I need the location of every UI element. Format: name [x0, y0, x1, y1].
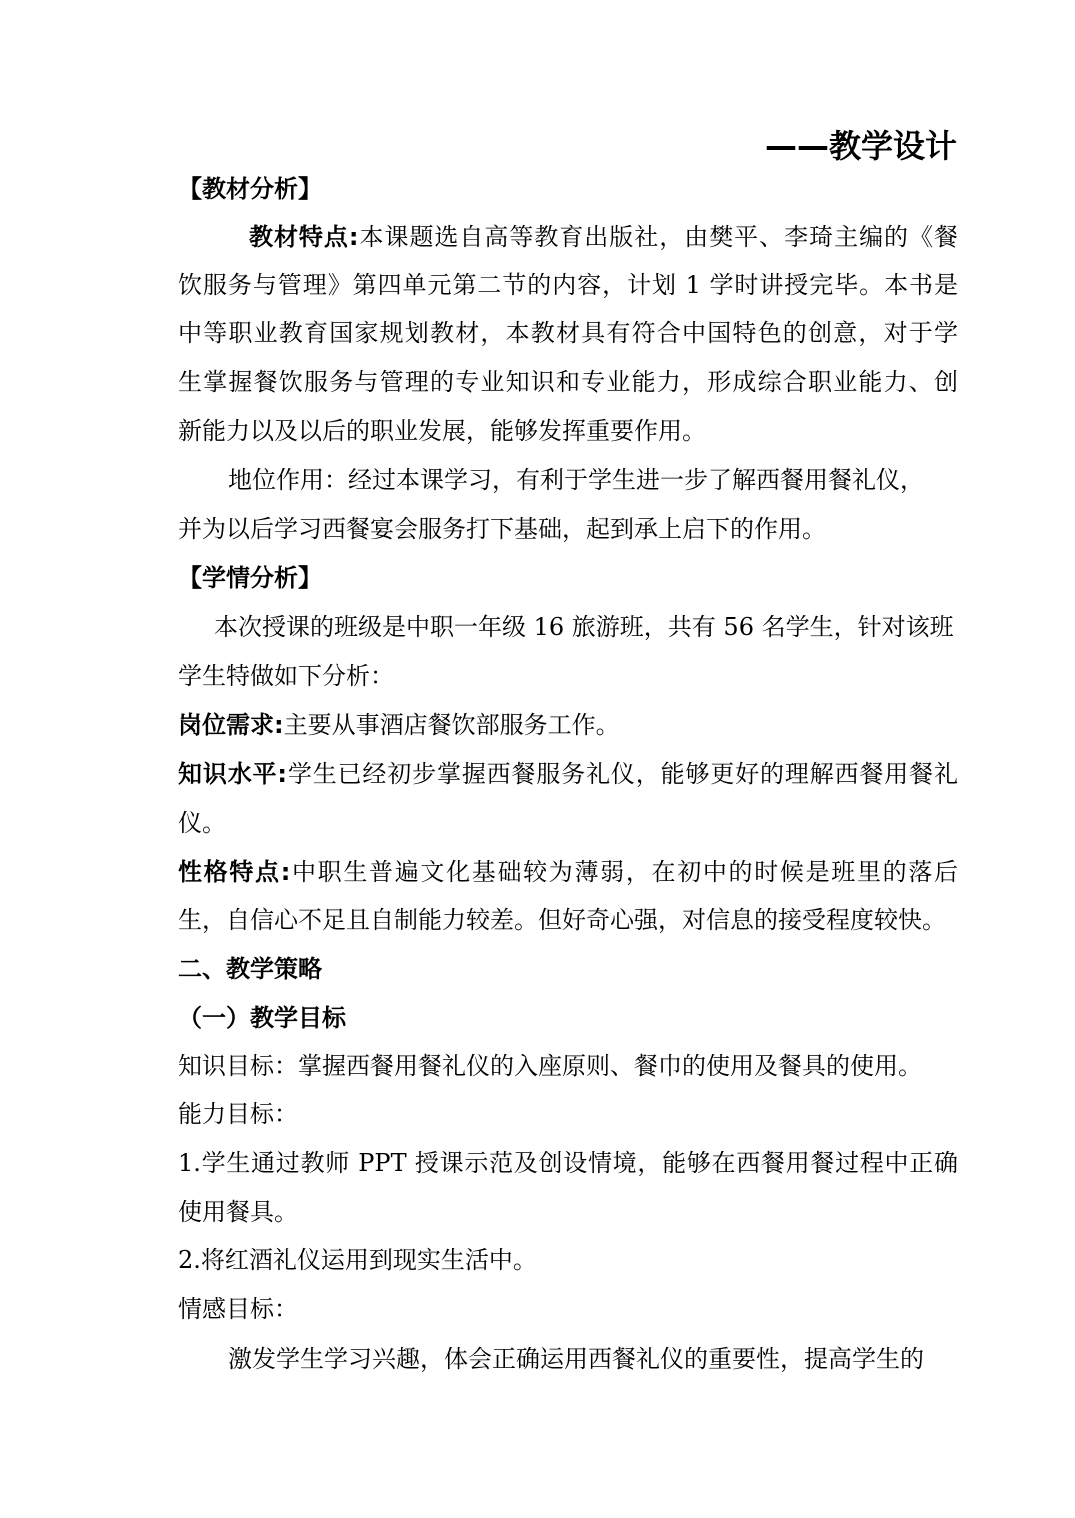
students-line-1: 本次授课的班级是中职一年级 16 旅游班，共有 56 名学生，针对该班 — [214, 613, 954, 641]
personality-line-2: 生，自信心不足且自制能力较差。但好奇心强，对信息的接受程度较快。 — [178, 906, 946, 934]
students-line-2: 学生特做如下分析： — [178, 662, 394, 690]
personality-line-1 — [178, 857, 958, 887]
knowledge-level-label: 知识水平: — [178, 760, 288, 788]
goal-ability-heading: 能力目标： — [178, 1100, 298, 1128]
goal-emotion-heading: 情感目标： — [178, 1295, 298, 1323]
emotion-line-1: 激发学生学习兴趣，体会正确运用西餐礼仪的重要性，提高学生的 — [228, 1345, 924, 1373]
section-heading-textbook-analysis: 【教材分析】 — [178, 175, 322, 203]
personality-text-1: 中职生普遍文化基础较为薄弱，在初中的时候是班里的落后 — [290, 858, 958, 886]
job-requirement-line — [178, 710, 958, 740]
subsection-heading-teaching-goals: （一）教学目标 — [178, 1004, 346, 1032]
goal-knowledge: 知识目标：掌握西餐用餐礼仪的入座原则、餐巾的使用及餐具的使用。 — [178, 1052, 922, 1080]
features-line-3: 中等职业教育国家规划教材，本教材具有符合中国特色的创意，对于学 — [178, 319, 958, 347]
features-line-5: 新能力以及以后的职业发展，能够发挥重要作用。 — [178, 417, 706, 445]
features-text-1: 本课题选自高等教育出版社，由樊平、李琦主编的《餐 — [358, 223, 958, 251]
features-line-4: 生掌握餐饮服务与管理的专业知识和专业能力，形成综合职业能力、创 — [178, 368, 958, 396]
section-heading-teaching-strategy: 二、教学策略 — [178, 955, 322, 983]
personality-label: 性格特点: — [178, 858, 291, 886]
ability-item-1-line-2: 使用餐具。 — [178, 1198, 298, 1226]
knowledge-level-text-1: 学生已经初步掌握西餐服务礼仪，能够更好的理解西餐用餐礼 — [287, 760, 958, 788]
ability-item-1-line-1: 1.学生通过教师 PPT 授课示范及创设情境，能够在西餐用餐过程中正确 — [178, 1149, 958, 1177]
features-line-1 — [178, 222, 958, 252]
role-line-2: 并为以后学习西餐宴会服务打下基础，起到承上启下的作用。 — [178, 515, 826, 543]
knowledge-level-line-1 — [178, 759, 958, 789]
job-requirement-label: 岗位需求: — [178, 711, 284, 739]
section-heading-student-analysis: 【学情分析】 — [178, 564, 322, 592]
job-requirement-text: 主要从事酒店餐饮部服务工作。 — [283, 711, 620, 739]
features-line-2: 饮服务与管理》第四单元第二节的内容，计划 1 学时讲授完毕。本书是 — [178, 271, 958, 299]
knowledge-level-line-2: 仪。 — [178, 809, 226, 837]
ability-item-2: 2.将红酒礼仪运用到现实生活中。 — [178, 1246, 537, 1274]
document-title: ——教学设计 — [764, 127, 957, 165]
features-colon: : — [348, 223, 359, 251]
role-line-1: 地位作用：经过本课学习，有利于学生进一步了解西餐用餐礼仪， — [228, 466, 924, 494]
features-label: 教材特点 — [248, 223, 349, 251]
